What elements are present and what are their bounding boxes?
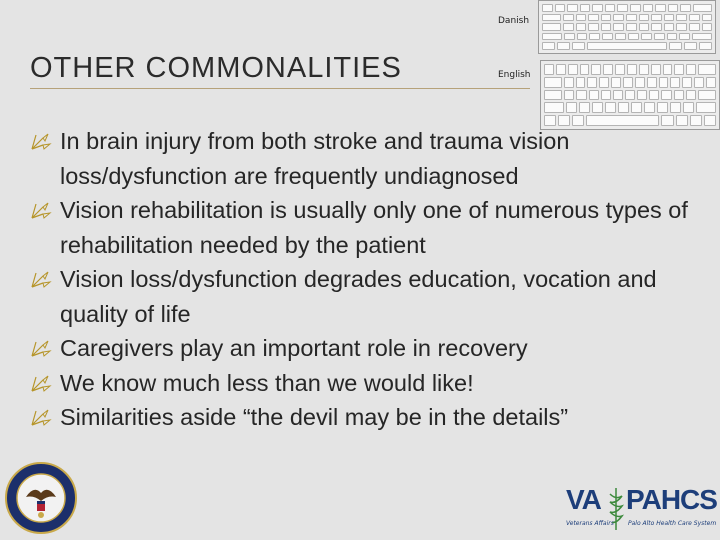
pahcs-logo-text: PAHCS — [626, 484, 717, 515]
bullet-arrow-icon — [30, 408, 52, 428]
english-keyboard-label: English — [498, 70, 531, 80]
slide-title: OTHER COMMONALITIES — [30, 52, 402, 84]
bullet-item — [30, 331, 720, 366]
bullet-arrow-icon — [30, 270, 52, 290]
bullet-text: Caregivers play an important role in recovery — [60, 335, 528, 361]
bullet-arrow-icon — [30, 201, 52, 221]
va-seal-icon — [4, 461, 78, 535]
bullet-text: In brain injury from both stroke and trauma vision loss/dysfunction are frequently undiagnosed — [60, 128, 570, 189]
bullet-item — [30, 366, 720, 401]
danish-keyboard-label: Danish — [498, 16, 530, 26]
english-keyboard-image — [540, 60, 720, 130]
bullet-arrow-icon — [30, 374, 52, 394]
bullet-text: Vision loss/dysfunction degrades education, vocation and quality of life — [60, 266, 657, 327]
bullet-text: Similarities aside “the devil may be in the details” — [60, 404, 569, 430]
bullet-list — [30, 124, 720, 435]
bullet-arrow-icon — [30, 132, 52, 152]
bullet-item — [30, 124, 720, 193]
va-logo-subtitle: Veterans Affairs — [566, 520, 614, 527]
bullet-arrow-icon — [30, 339, 52, 359]
bullet-item — [30, 262, 720, 331]
pahcs-logo-subtitle: Palo Alto Health Care System — [628, 520, 717, 527]
va-logo-text: VA — [566, 484, 601, 515]
vapahcs-logo — [566, 484, 720, 536]
title-underline — [30, 88, 530, 89]
danish-keyboard-image — [538, 0, 716, 54]
bullet-text: We know much less than we would like! — [60, 369, 474, 396]
bullet-item — [30, 193, 720, 262]
bullet-item — [30, 400, 720, 435]
bullet-text: Vision rehabilitation is usually only one of numerous types of rehabilitation needed by the patient — [60, 197, 688, 258]
